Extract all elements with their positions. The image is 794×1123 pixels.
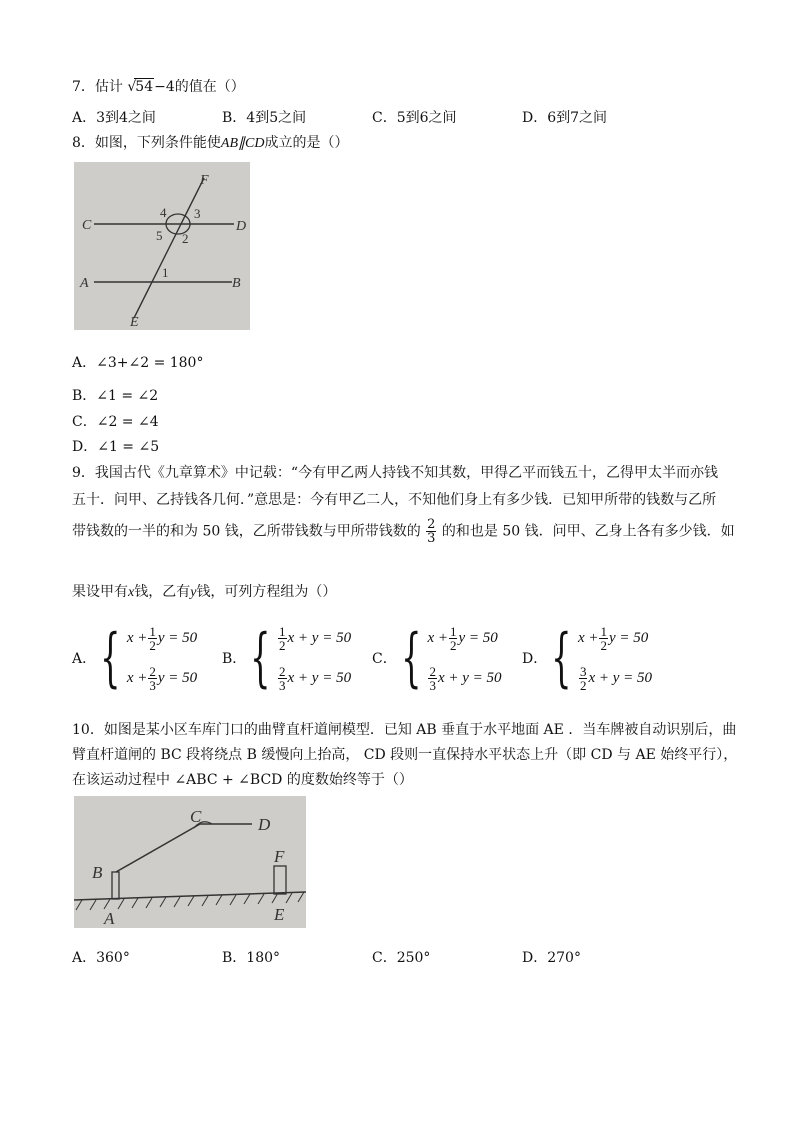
q9-option-d[interactable]: D． { x + $\frac{1}{2}$ y = 50 $\frac{3}{2}$ x + y = 50 [522,621,653,695]
q10-option-a[interactable]: A．360° [72,950,130,966]
angle-5: 5 [156,228,163,243]
q7-option-c[interactable]: C．5到6之间 [372,110,457,126]
q10-option-c[interactable]: C．250° [372,950,431,966]
q8-option-b[interactable]: B．∠1 = ∠2 [72,388,159,404]
label-e: E [130,315,139,330]
q10-option-d[interactable]: D．270° [522,950,581,966]
label-b: B [232,276,241,291]
label-d: D [236,219,247,234]
q10-line2: 臂直杆道闸的 BC 段将绕点 B 缓慢向上抬高， CD 段则一直保持水平状态上升（即 CD 与 AE 始终平行）， [72,747,738,763]
label-c: C [190,807,202,826]
q10-line3: 在该运动过程中 ∠ABC + ∠BCD 的度数始终等于（） [72,772,413,788]
q10-line1: 10．如图是某小区车库门口的曲臂直杆道闸模型．已知 AB 垂直于水平地面 AE ．当车牌被自动识别后，曲 [72,722,737,738]
fraction-two-thirds: $\frac{2}{3}$ [427,517,436,546]
q7-stem: 7．估计 √54−4的值在（） [72,79,245,95]
q9-option-b[interactable]: B． { $\frac{1}{2}$ x + y = 50 $\frac{2}{3}$ x + y = 50 [222,621,352,695]
arm-bc [116,824,200,872]
label-a: A [104,909,115,928]
label-f: F [274,847,285,866]
angle-4: 4 [160,205,167,220]
q9-option-c[interactable]: C． { x + $\frac{1}{2}$ y = 50 $\frac{2}{3}$ x + y = 50 [372,621,502,695]
label-f: F [200,173,209,188]
label-c: C [82,218,92,233]
q7-option-b[interactable]: B．4到5之间 [222,110,307,126]
post-ab [112,872,119,899]
q10-figure [74,796,306,928]
q8-option-c[interactable]: C．∠2 = ∠4 [72,414,159,430]
label-b: B [92,863,103,882]
label-e: E [274,905,285,924]
q8-stem: 8．如图，下列条件能使AB∥CD成立的是（） [72,135,349,151]
q7-option-d[interactable]: D．6到7之间 [522,110,608,126]
post-ef [274,866,286,894]
q8-figure [74,162,250,330]
ground-line [74,892,306,900]
label-d: D [258,815,271,834]
angle-3: 3 [194,206,201,221]
q8-option-d[interactable]: D．∠1 = ∠5 [72,439,160,455]
q8-option-a[interactable]: A．∠3+∠2 = 180° [72,355,204,371]
q9-line1: 9．我国古代《九章算术》中记载：“今有甲乙两人持钱不知其数，甲得乙平而钱五十，乙得甲太半而亦钱 [72,465,719,481]
q9-line4: 果设甲有x钱，乙有y钱，可列方程组为（） [72,584,337,600]
q7-radicand: 54 [135,79,154,95]
line-ef [134,178,204,318]
label-a: A [80,276,89,291]
angle-2: 2 [182,231,189,246]
q9-line3: 带钱数的一半的和为 50 钱，乙所带钱数与甲所带钱数的 $\frac{2}{3}$ 的和也是 50 钱．问甲、乙身上各有多少钱．如 [72,517,735,546]
q7-option-a[interactable]: A．3到4之间 [72,110,156,126]
angle-1: 1 [162,265,169,280]
q9-option-a[interactable]: A． { x + $\frac{1}{2}$ y = 50 x + $\frac{2}{3}$ y = 50 [72,621,198,695]
q10-option-b[interactable]: B．180° [222,950,281,966]
q9-line2: 五十．问甲、乙持钱各几何．”意思是：今有甲乙二人，不知他们身上有多少钱．已知甲所带的钱数与乙所 [72,492,717,508]
